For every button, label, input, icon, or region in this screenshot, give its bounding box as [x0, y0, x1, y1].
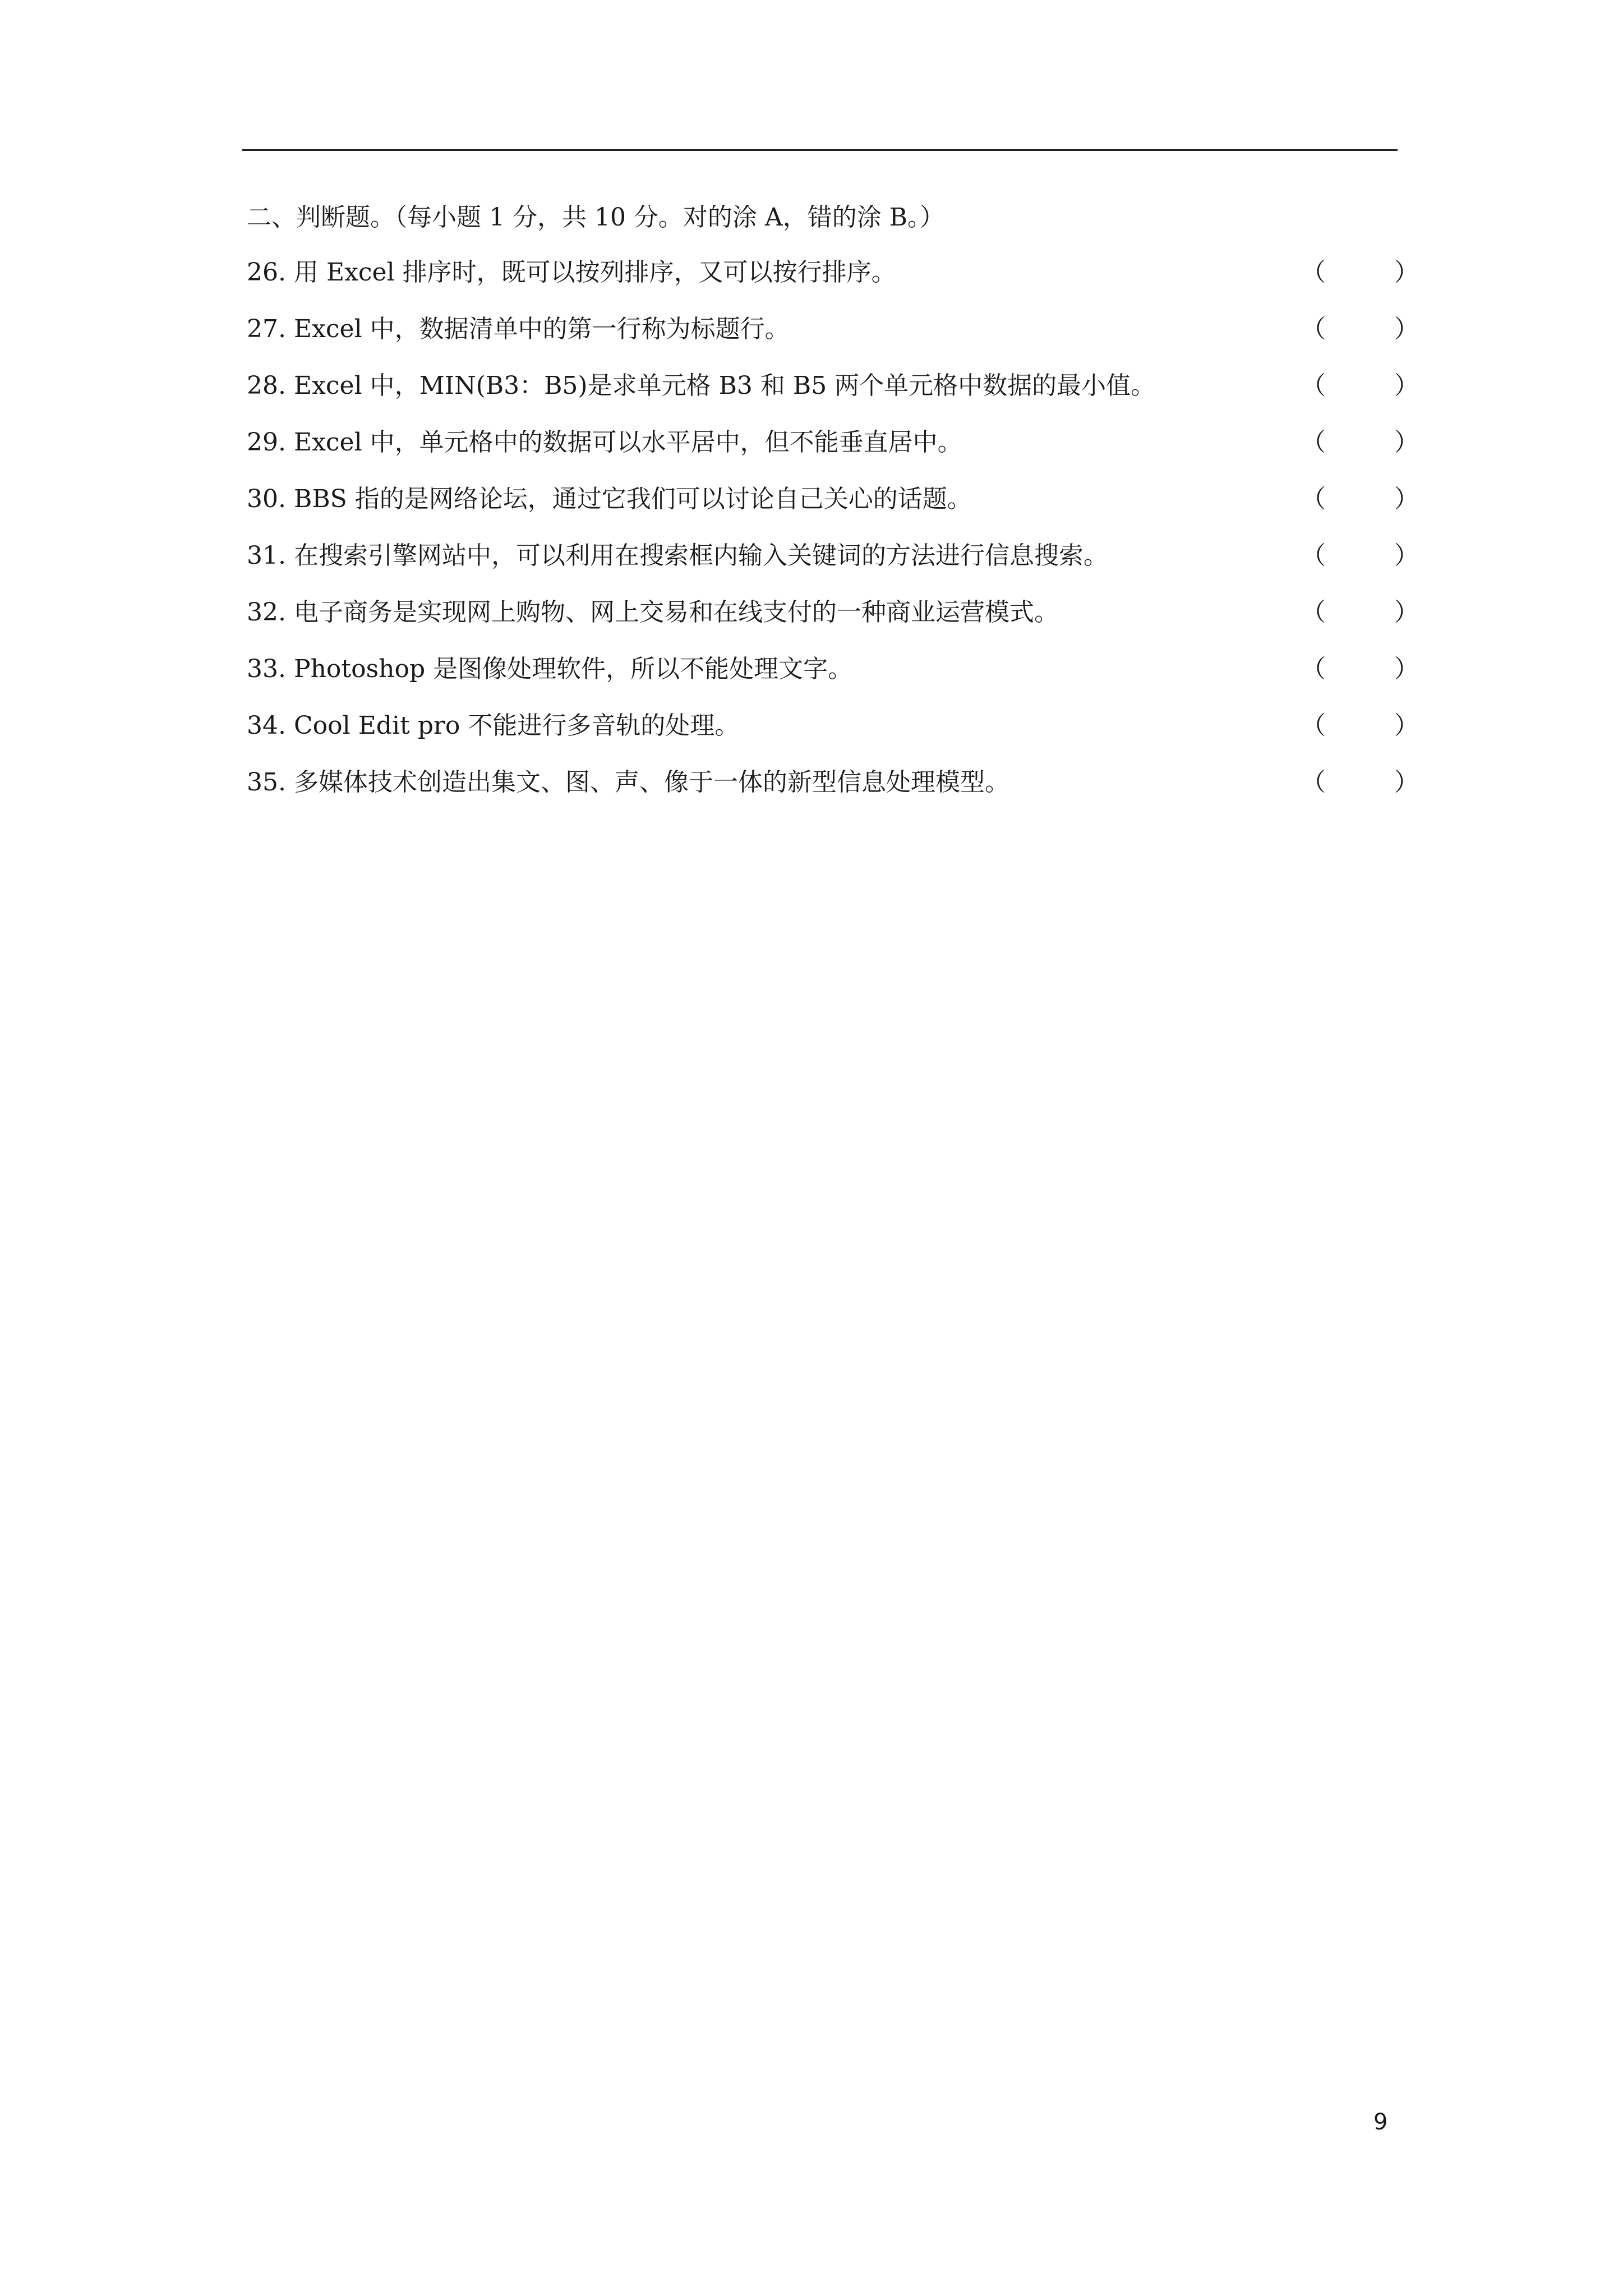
question-item	[247, 539, 1422, 596]
answer-bracket[interactable]	[1301, 766, 1419, 799]
question-list	[247, 256, 1422, 822]
close-paren: ）	[1394, 315, 1419, 343]
question-text: Cool Edit pro 不能进行多音轨的处理。	[293, 711, 740, 740]
open-paren: （	[1301, 541, 1326, 570]
question-item	[247, 369, 1422, 426]
question-item	[247, 482, 1422, 539]
question-number: 28.	[247, 371, 286, 400]
question-text: BBS 指的是网络论坛，通过它我们可以讨论自己关心的话题。	[293, 485, 972, 513]
close-paren: ）	[1394, 428, 1419, 457]
question-item	[247, 652, 1422, 709]
open-paren: （	[1301, 655, 1326, 683]
answer-bracket[interactable]	[1301, 369, 1419, 403]
close-paren: ）	[1394, 541, 1419, 570]
question-number: 27.	[247, 315, 286, 343]
question-item	[247, 426, 1422, 482]
close-paren: ）	[1394, 371, 1419, 400]
question-number: 31.	[247, 541, 286, 570]
close-paren: ）	[1394, 711, 1419, 740]
header-rule	[242, 149, 1398, 151]
open-paren: （	[1301, 371, 1326, 400]
question-item	[247, 312, 1422, 369]
section-heading: 二、判断题。（每小题 1 分，共 10 分。对的涂 A，错的涂 B。）	[247, 203, 945, 232]
answer-bracket[interactable]	[1301, 539, 1419, 573]
question-text: Excel 中，MIN(B3：B5)是求单元格 B3 和 B5 两个单元格中数据的最小值。	[293, 371, 1156, 400]
close-paren: ）	[1394, 258, 1419, 287]
answer-bracket[interactable]	[1301, 596, 1419, 629]
close-paren: ）	[1394, 768, 1419, 797]
open-paren: （	[1301, 258, 1326, 287]
close-paren: ）	[1394, 598, 1419, 627]
question-text: 用 Excel 排序时，既可以按列排序，又可以按行排序。	[293, 258, 896, 287]
question-text: 在搜索引擎网站中，可以利用在搜索框内输入关键词的方法进行信息搜索。	[293, 541, 1108, 570]
question-number: 29.	[247, 428, 286, 457]
question-number: 35.	[247, 768, 286, 797]
answer-bracket[interactable]	[1301, 312, 1419, 346]
question-text: Excel 中，单元格中的数据可以水平居中，但不能垂直居中。	[293, 428, 962, 457]
answer-bracket[interactable]	[1301, 426, 1419, 459]
question-text: 电子商务是实现网上购物、网上交易和在线支付的一种商业运营模式。	[293, 598, 1059, 627]
question-text: 多媒体技术创造出集文、图、声、像于一体的新型信息处理模型。	[293, 768, 1009, 797]
question-item	[247, 596, 1422, 652]
open-paren: （	[1301, 768, 1326, 797]
question-number: 30.	[247, 485, 286, 513]
open-paren: （	[1301, 428, 1326, 457]
question-text: Photoshop 是图像处理软件，所以不能处理文字。	[293, 655, 853, 683]
question-number: 33.	[247, 655, 286, 683]
question-number: 34.	[247, 711, 286, 740]
page-number: 9	[1373, 2109, 1388, 2135]
close-paren: ）	[1394, 655, 1419, 683]
open-paren: （	[1301, 598, 1326, 627]
open-paren: （	[1301, 711, 1326, 740]
open-paren: （	[1301, 315, 1326, 343]
question-number: 26.	[247, 258, 286, 287]
open-paren: （	[1301, 485, 1326, 513]
question-text: Excel 中，数据清单中的第一行称为标题行。	[293, 315, 790, 343]
answer-bracket[interactable]	[1301, 709, 1419, 743]
answer-bracket[interactable]	[1301, 256, 1419, 289]
close-paren: ）	[1394, 485, 1419, 513]
question-item	[247, 256, 1422, 312]
question-item	[247, 766, 1422, 822]
question-number: 32.	[247, 598, 286, 627]
answer-bracket[interactable]	[1301, 652, 1419, 686]
question-item	[247, 709, 1422, 766]
answer-bracket[interactable]	[1301, 482, 1419, 516]
